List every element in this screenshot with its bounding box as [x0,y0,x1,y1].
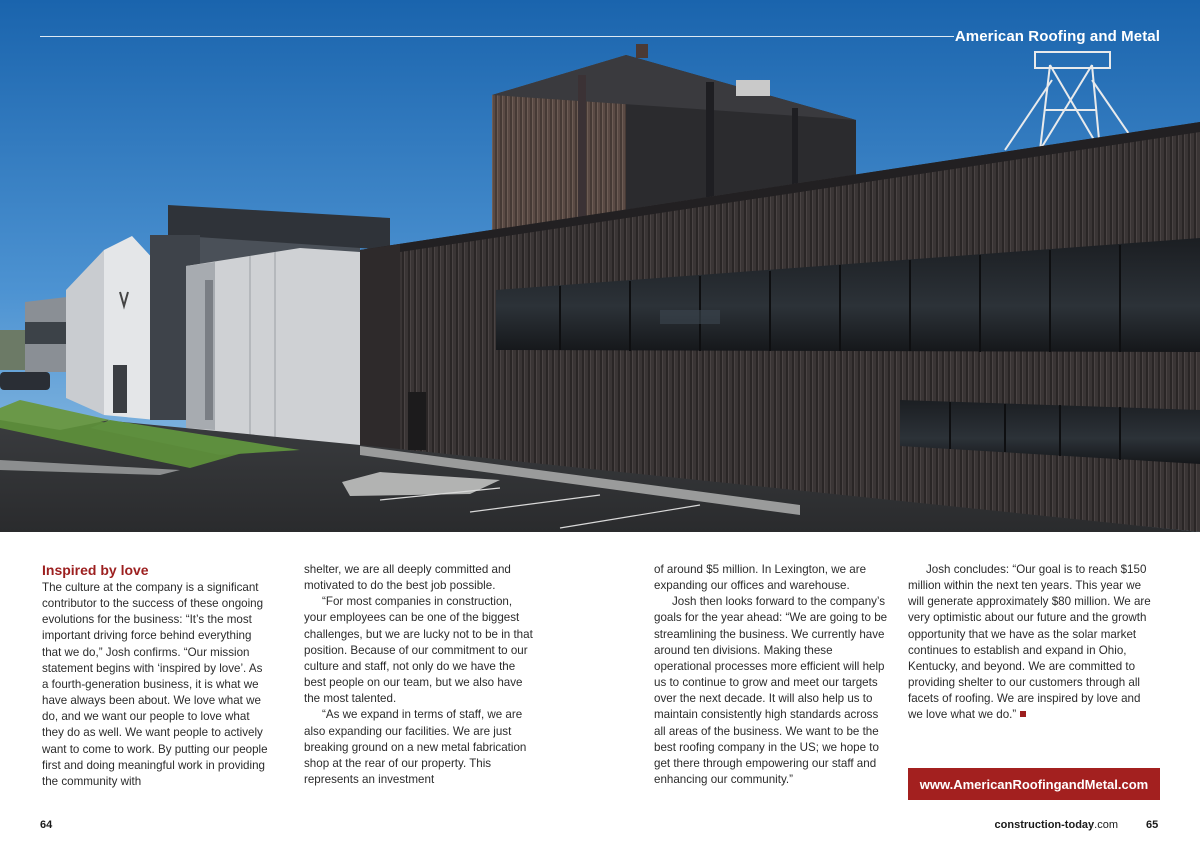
footer-site-name: construction-today [994,819,1095,831]
paragraph: The culture at the company is a significant contributor to the success of these ongoing evolutions for the business: “It’s the most important driving force behind everything that we do,” Josh confirms. “Our mission statement begins with ‘inspired by love’. As a fourth-generation business, it is what we have always been about. We love what we do, and we want our people to love what they do as well. We want people to actively want to come to work. By putting our people first and doing meaningful work in providing the community with [42,581,268,788]
page-number-right: 65 [1146,819,1159,831]
column-3 [654,562,890,788]
paragraph [908,562,1156,724]
column-2 [304,562,536,788]
header-title: American Roofing and Metal [954,28,1160,45]
column-4 [908,562,1156,724]
paragraph: “As we expand in terms of staff, we are also expanding our facilities. We are just breaking ground on a new metal fabrication shop at the rear of our property. This represents an investment [304,708,527,787]
paragraph: “For most companies in construction, your employees can be one of the biggest challenges, but we are lucky not to be in that position. Because of our commitment to our culture and staff, not only do we have the best people on our team, but we also have the most talented. [304,595,533,706]
website-link[interactable]: www.AmericanRoofingandMetal.com [908,768,1160,800]
column-1 [42,562,272,790]
header-rule [40,36,954,37]
page-number-left: 64 [40,819,53,831]
paragraph: Josh then looks forward to the company’s goals for the year ahead: “We are going to be streamlining the business. We currently have around ten divisions. Making these operational processes more efficient will help us to continue to grow and meet our targets over the next decade. It will also help us to maintain consistently high standards across all areas of the business. We want to be the best roofing company in the US; we hope to get there through empowering our staff and enhancing our community.” [654,595,888,787]
paragraph: of around $5 million. In Lexington, we are expanding our offices and warehouse. [654,563,867,593]
footer-site[interactable] [995,819,1118,831]
section-heading: Inspired by love [42,562,149,578]
paragraph: shelter, we are all deeply committed and motivated to do the best job possible. [304,563,511,593]
footer-site-suffix: .com [1094,819,1118,831]
end-mark-icon [1020,711,1026,717]
paragraph-text: Josh concludes: “Our goal is to reach $150 million within the next ten years. This year we will generate approximately $80 million. We are very optimistic about our future and the growth opportunity that we have as the solar market continues to establish and expand in Ohio, Kentucky, and beyond. We are committed to providing shelter to our customers through all facets of roofing. We are inspired by love and we love what we do.” [908,563,1151,722]
